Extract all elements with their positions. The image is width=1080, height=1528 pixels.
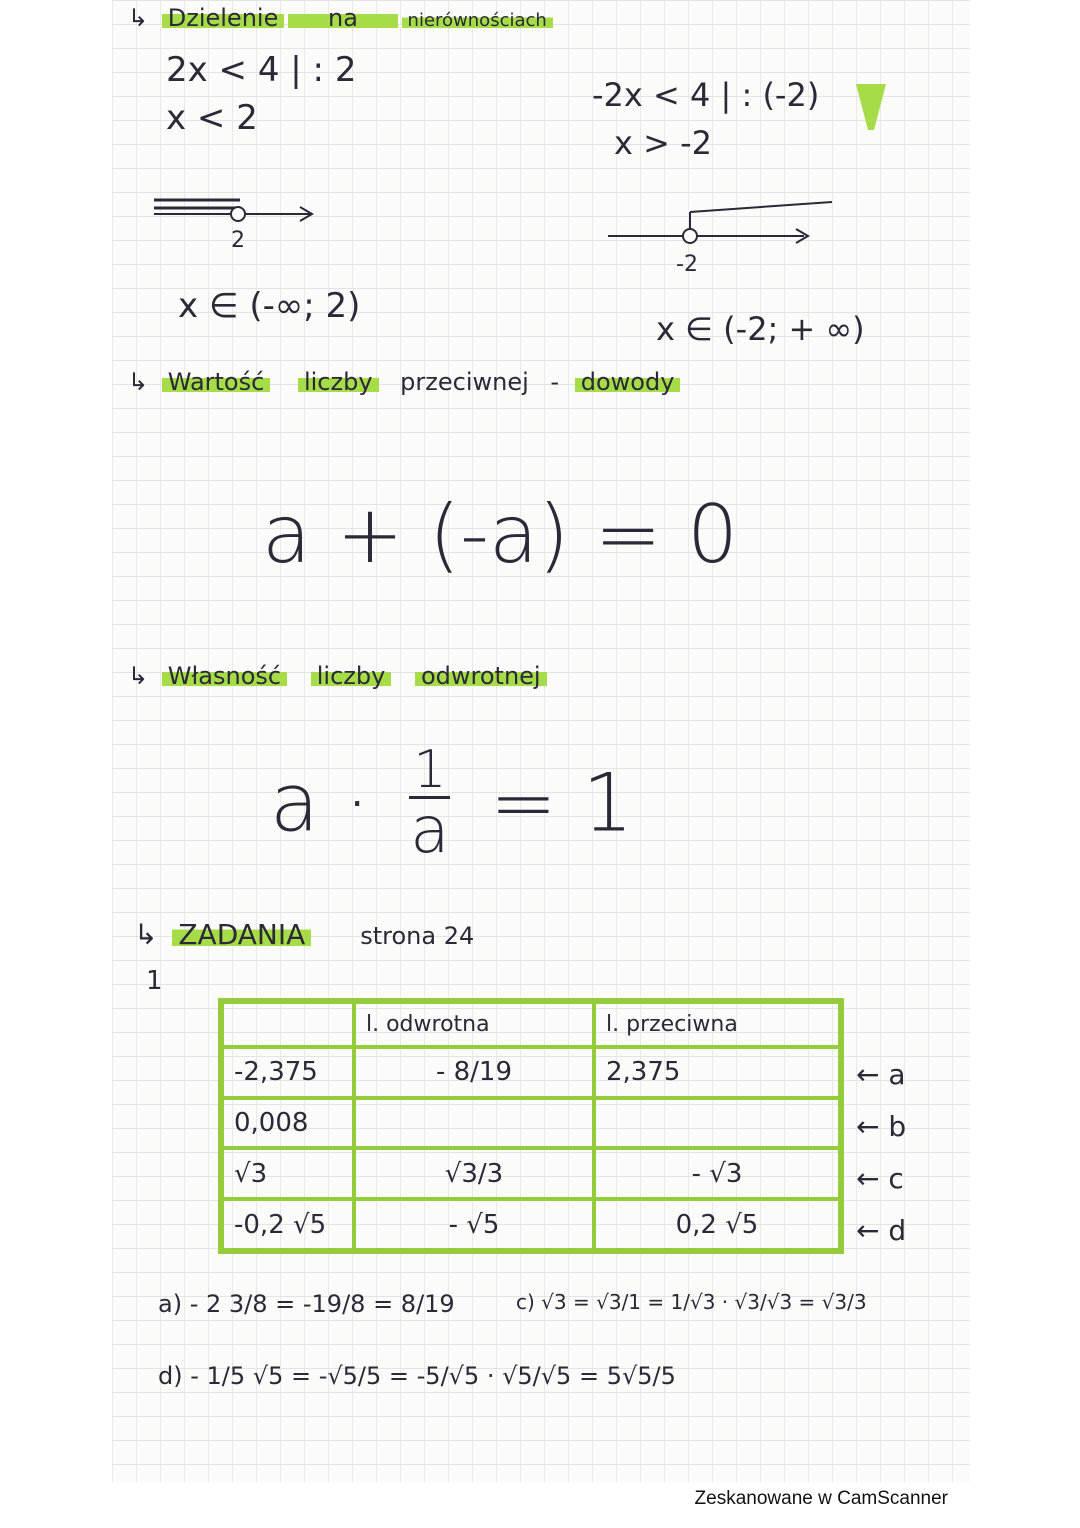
work-a: a) - 2 3/8 = -19/8 = 8/19 bbox=[158, 1290, 455, 1318]
formula-denominator: a bbox=[410, 794, 450, 868]
number-line-right bbox=[604, 196, 844, 266]
table-row bbox=[221, 1098, 841, 1149]
tasks-heading bbox=[134, 918, 474, 951]
table-cell bbox=[354, 1098, 594, 1149]
formula-opposite: a + (-a) = 0 bbox=[262, 488, 739, 581]
row-label: ← c bbox=[856, 1162, 904, 1195]
table-cell: -2,375 bbox=[221, 1047, 354, 1098]
number-line-left-tick: 2 bbox=[231, 228, 245, 253]
scanner-watermark: Zeskanowane w CamScanner bbox=[694, 1488, 948, 1509]
number-line-right-tick: -2 bbox=[676, 252, 698, 277]
ineq-left-line1: 2x < 4 | : 2 bbox=[166, 50, 357, 90]
table-header-cell: l. odwrotna bbox=[354, 1001, 594, 1047]
ineq-right-result: x ∈ (-2; + ∞) bbox=[656, 310, 865, 348]
table-cell: √3/3 bbox=[354, 1148, 594, 1199]
heading-word: Własność bbox=[162, 662, 287, 690]
arrow-bullet-icon: ↳ bbox=[128, 662, 149, 690]
row-label: ← a bbox=[856, 1058, 906, 1091]
table-header-row bbox=[221, 1001, 841, 1047]
arrow-bullet-icon: ↳ bbox=[128, 368, 149, 396]
formula-reciprocal bbox=[270, 740, 634, 868]
arrow-bullet-icon: ↳ bbox=[128, 4, 149, 32]
table-row bbox=[221, 1148, 841, 1199]
heading-word: odwrotnej bbox=[415, 662, 547, 690]
section3-heading bbox=[128, 662, 547, 690]
table-cell: -0,2 √5 bbox=[221, 1199, 354, 1251]
numbers-table bbox=[218, 998, 844, 1254]
table-cell: - 8/19 bbox=[354, 1047, 594, 1098]
formula-a: a · bbox=[270, 756, 370, 850]
formula-numerator: 1 bbox=[409, 744, 450, 799]
work-c: c) √3 = √3/1 = 1/√3 · √3/√3 = √3/3 bbox=[516, 1290, 867, 1314]
table-cell: - √3 bbox=[594, 1148, 841, 1199]
table-cell: 0,2 √5 bbox=[594, 1199, 841, 1251]
table-header-cell bbox=[221, 1001, 354, 1047]
heading-dash: - bbox=[550, 368, 560, 396]
heading-word: liczby bbox=[298, 368, 379, 396]
row-label: ← d bbox=[856, 1214, 907, 1247]
formula-fraction bbox=[409, 740, 450, 868]
ineq-right-line2: x > -2 bbox=[614, 124, 712, 162]
table-header-cell: l. przeciwna bbox=[594, 1001, 841, 1047]
table-row bbox=[221, 1047, 841, 1098]
heading-word: przeciwnej bbox=[400, 368, 529, 396]
table-row bbox=[221, 1199, 841, 1251]
formula-result: = 1 bbox=[489, 756, 634, 850]
heading-word: liczby bbox=[311, 662, 392, 690]
section2-heading bbox=[128, 368, 680, 396]
work-d: d) - 1/5 √5 = -√5/5 = -5/√5 · √5/√5 = 5√5/5 bbox=[158, 1362, 676, 1390]
table-cell: √3 bbox=[221, 1148, 354, 1199]
heading-word: Dzielenie bbox=[162, 4, 285, 32]
row-label: ← b bbox=[856, 1110, 907, 1143]
table-cell bbox=[594, 1098, 841, 1149]
heading-word: Wartość bbox=[162, 368, 271, 396]
table-cell: 2,375 bbox=[594, 1047, 841, 1098]
heading-word: nierównościach bbox=[402, 10, 553, 31]
table-cell: - √5 bbox=[354, 1199, 594, 1251]
heading-word: dowody bbox=[575, 368, 681, 396]
table-cell: 0,008 bbox=[221, 1098, 354, 1149]
number-line-left bbox=[150, 190, 340, 260]
heading-word: na bbox=[288, 4, 398, 32]
ineq-left-line2: x < 2 bbox=[166, 98, 258, 138]
tasks-title: ZADANIA bbox=[172, 918, 311, 951]
task-number: 1 bbox=[146, 966, 163, 996]
ineq-right-line1: -2x < 4 | : (-2) bbox=[592, 76, 820, 114]
arrow-bullet-icon: ↳ bbox=[134, 918, 158, 951]
section1-heading bbox=[128, 4, 553, 32]
tasks-page-label: strona 24 bbox=[360, 922, 475, 950]
ineq-left-result: x ∈ (-∞; 2) bbox=[178, 286, 361, 326]
